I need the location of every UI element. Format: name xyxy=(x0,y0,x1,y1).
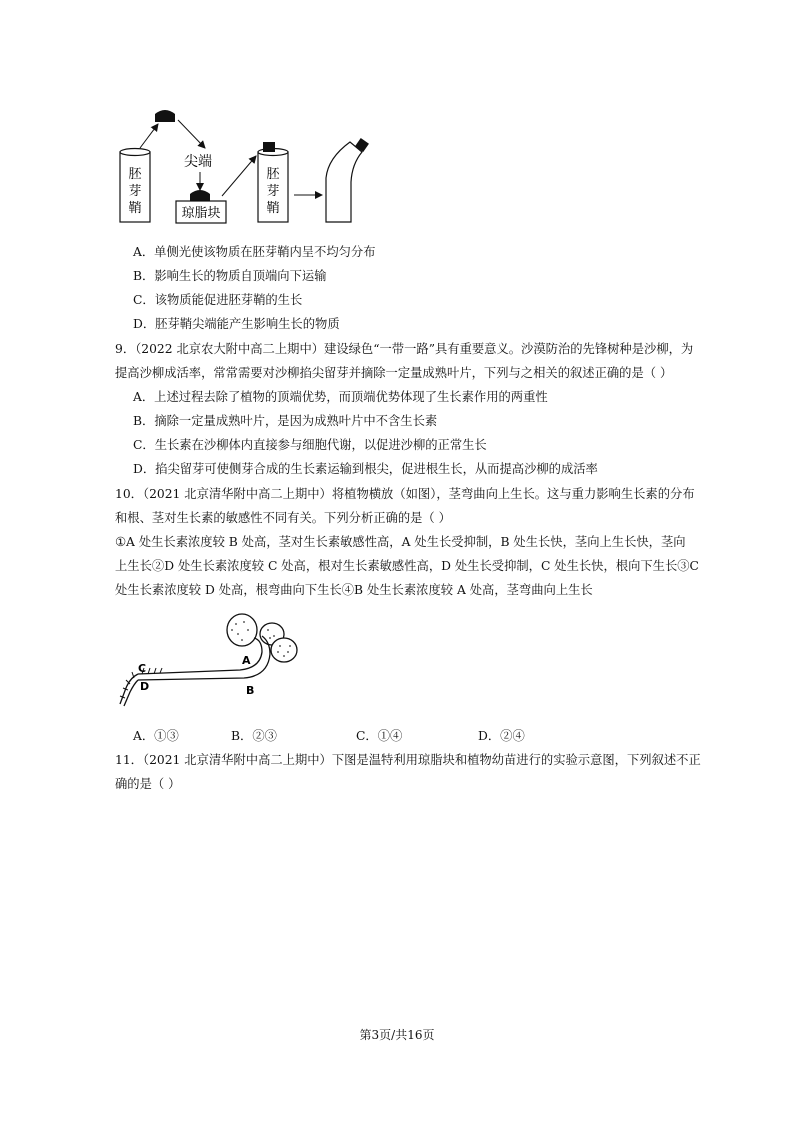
q8-option-a: A．单侧光使该物质在胚芽鞘内呈不均匀分布 xyxy=(133,245,376,259)
q9-stem-line-2: 提高沙柳成活率，常常需要对沙柳掐尖留芽并摘除一定量成熟叶片，下列与之相关的叙述正确的是（ ） xyxy=(115,366,673,380)
q8-option-c: C．该物质能促进胚芽鞘的生长 xyxy=(133,293,303,307)
coleoptile-experiment-figure xyxy=(110,100,390,230)
q9-option-a: A．上述过程去除了植物的顶端优势，而顶端优势体现了生长素作用的两重性 xyxy=(133,390,548,404)
bent-coleoptile xyxy=(326,138,369,222)
agar-label: 琼脂块 xyxy=(181,206,221,221)
tip-label: 尖端 xyxy=(184,154,212,170)
q9-option-b: B．摘除一定量成熟叶片，是因为成熟叶片中不含生长素 xyxy=(133,414,438,428)
label-d: D xyxy=(140,680,150,693)
q10-choice-d: D．②④ xyxy=(478,729,525,743)
coleoptile-2-label: 胚芽鞘 xyxy=(266,167,280,216)
coleoptile-1-label: 胚芽鞘 xyxy=(128,167,142,216)
q8-option-d: D．胚芽鞘尖端能产生影响生长的物质 xyxy=(133,317,340,331)
label-a: A xyxy=(242,654,251,667)
q10-stem-line-5: 处生长素浓度较 D 处高，根弯曲向下生长④B 处生长素浓度较 A 处高，茎弯曲向上生长 xyxy=(115,583,593,597)
q9-option-d: D．掐尖留芽可使侧芽合成的生长素运输到根尖，促进根生长，从而提高沙柳的成活率 xyxy=(133,462,598,476)
q9-stem-line-1: 9．（2022 北京农大附中高二上期中）建设绿色“一带一路”具有重要意义。沙漠防治的先锋树种是沙柳，为 xyxy=(115,342,694,356)
horizontal-plant-figure xyxy=(108,608,308,720)
q10-stem-line-3: ①A 处生长素浓度较 B 处高，茎对生长素敏感性高，A 处生长受抑制，B 处生长快，茎向上生长快，茎向 xyxy=(115,535,686,549)
q11-stem-line-1: 11．（2021 北京清华附中高二上期中）下图是温特利用琼脂块和植物幼苗进行的实验示意图，下列叙述不正 xyxy=(115,753,701,767)
q9-option-c: C．生长素在沙柳体内直接参与细胞代谢，以促进沙柳的正常生长 xyxy=(133,438,487,452)
q10-choice-a: A．①③ xyxy=(133,729,179,743)
label-c: C xyxy=(138,662,147,675)
q10-choice-c: C．①④ xyxy=(356,729,403,743)
plant-root xyxy=(120,674,138,704)
q10-choice-b: B．②③ xyxy=(231,729,277,743)
label-b: B xyxy=(246,684,255,697)
q10-stem-line-2: 和根、茎对生长素的敏感性不同有关。下列分析正确的是（ ） xyxy=(115,511,451,525)
tip-piece-agar xyxy=(190,190,210,201)
q11-stem-line-2: 确的是（ ） xyxy=(115,777,181,791)
tip-piece-top xyxy=(155,110,175,122)
q10-stem-line-4: 上生长②D 处生长素浓度较 C 处高，根对生长素敏感性高，D 处生长受抑制，C 处生长快，根向下生长③C xyxy=(115,559,699,573)
q8-option-b: B．影响生长的物质自顶端向下运输 xyxy=(133,269,327,283)
q10-stem-line-1: 10．（2021 北京清华附中高二上期中）将植物横放（如图），茎弯曲向上生长。这与重力影响生长素的分布 xyxy=(115,487,695,501)
page-footer: 第3页/共16页 xyxy=(359,1028,435,1042)
